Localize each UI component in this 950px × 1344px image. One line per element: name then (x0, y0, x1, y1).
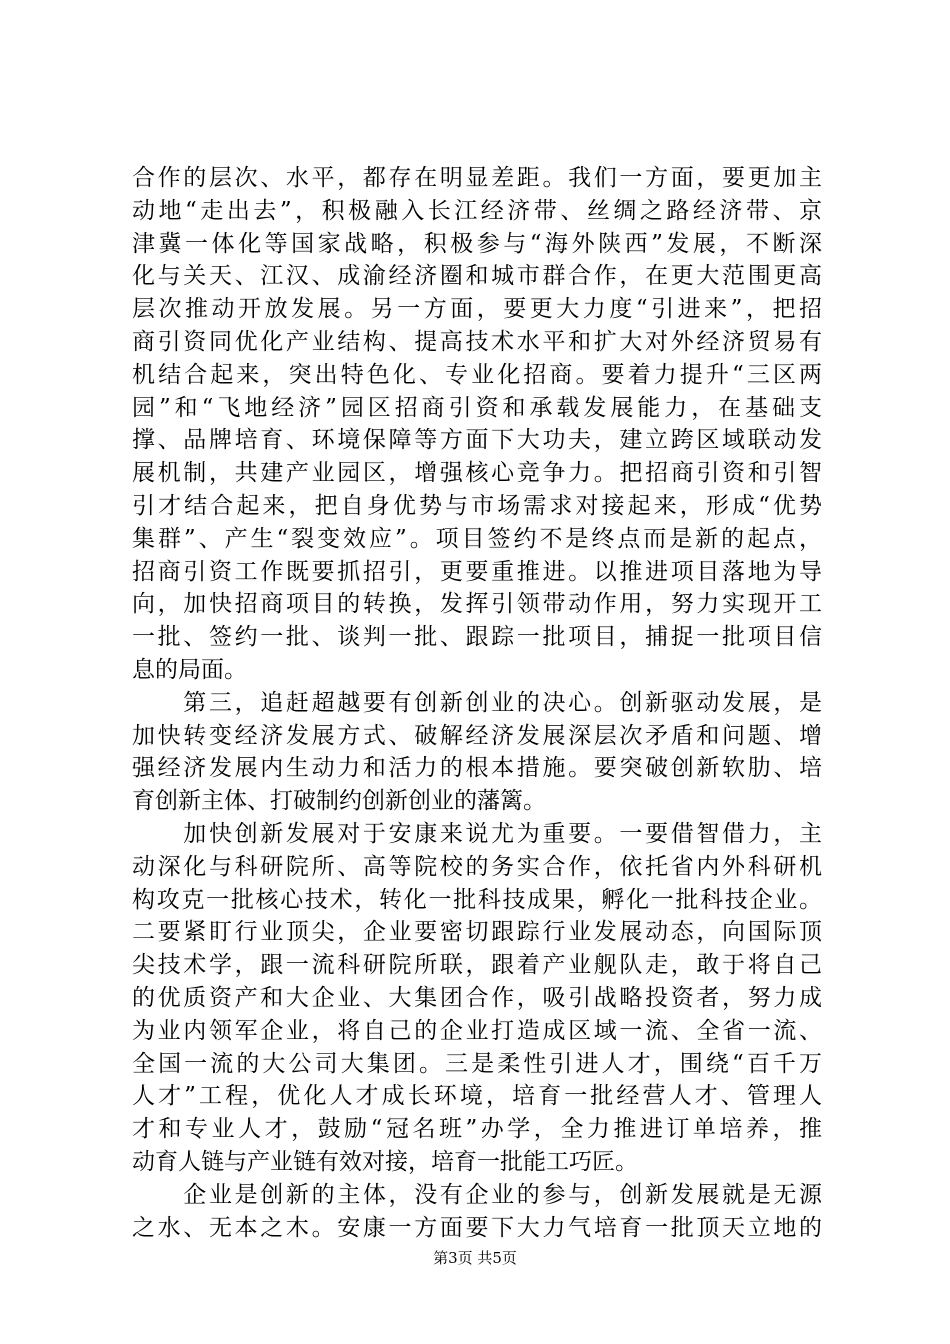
text-line: 招商引资工作既要抓招引，更要重推进。以推进项目落地为导 (132, 558, 822, 585)
text-line: 人才”工程，优化人才成长环境，培育一批经营人才、管理人 (132, 1083, 822, 1110)
text-line: 二要紧盯行业顶尖，企业要密切跟踪行业发展动态，向国际顶 (132, 919, 822, 946)
document-body (132, 162, 822, 1244)
text-line: 加快转变经济发展方式、破解经济发展深层次矛盾和问题、增 (132, 722, 822, 749)
text-line: 强经济发展内生动力和活力的根本措施。要突破创新软肋、培 (132, 755, 822, 782)
text-line: 才和专业人才，鼓励“冠名班”办学，全力推进订单培养，推 (132, 1116, 822, 1143)
text-line: 之水、无本之木。安康一方面要下大力气培育一批顶天立地的 (132, 1214, 822, 1241)
text-line: 尖技术学，跟一流科研院所联，跟着产业舰队走，敢于将自己 (132, 952, 822, 979)
text-line: 园”和“飞地经济”园区招商引资和承载发展能力，在基础支 (132, 394, 822, 421)
text-line: 层次推动开放发展。另一方面，要更大力度“引进来”，把招 (132, 296, 822, 323)
text-line: 集群”、产生“裂变效应”。项目签约不是终点而是新的起点， (132, 525, 822, 552)
text-line: 企业是创新的主体，没有企业的参与，创新发展就是无源 (132, 1181, 822, 1208)
text-line: 撑、品牌培育、环境保障等方面下大功夫，建立跨区域联动发 (132, 427, 822, 454)
text-line: 动育人链与产业链有效对接，培育一批能工巧匠。 (132, 1148, 638, 1175)
text-line: 机结合起来，突出特色化、专业化招商。要着力提升“三区两 (132, 361, 822, 388)
text-line: 展机制，共建产业园区，增强核心竞争力。把招商引资和引智 (132, 460, 822, 487)
text-line: 化与关天、江汉、成渝经济圈和城市群合作，在更大范围更高 (132, 263, 822, 290)
text-line: 全国一流的大公司大集团。三是柔性引进人才，围绕“百千万 (132, 1050, 822, 1077)
text-line: 构攻克一批核心技术，转化一批科技成果，孵化一批科技企业。 (132, 886, 822, 913)
text-line: 动地“走出去”，积极融入长江经济带、丝绸之路经济带、京 (132, 197, 822, 224)
page-footer: 第3页 共5页 (433, 1249, 517, 1267)
text-line: 津冀一体化等国家战略，积极参与“海外陕西”发展，不断深 (132, 230, 822, 257)
text-line: 的优质资产和大企业、大集团合作，吸引战略投资者，努力成 (132, 984, 822, 1011)
text-line: 商引资同优化产业结构、提高技术水平和扩大对外经济贸易有 (132, 328, 822, 355)
text-line: 息的局面。 (132, 656, 247, 683)
text-line: 动深化与科研院所、高等院校的务实合作，依托省内外科研机 (132, 853, 822, 880)
text-line: 育创新主体、打破制约创新创业的藩篱。 (132, 788, 546, 815)
text-line: 合作的层次、水平，都存在明显差距。我们一方面，要更加主 (132, 165, 822, 191)
text-line: 为业内领军企业，将自己的企业打造成区域一流、全省一流、 (132, 1017, 822, 1044)
text-line: 引才结合起来，把自身优势与市场需求对接起来，形成“优势 (132, 492, 822, 519)
text-line: 加快创新发展对于安康来说尤为重要。一要借智借力，主 (132, 820, 822, 847)
text-line: 向，加快招商项目的转换，发挥引领带动作用，努力实现开工 (132, 591, 822, 618)
text-line: 一批、签约一批、谈判一批、跟踪一批项目，捕捉一批项目信 (132, 624, 822, 651)
text-line: 第三，追赶超越要有创新创业的决心。创新驱动发展，是 (132, 689, 822, 716)
